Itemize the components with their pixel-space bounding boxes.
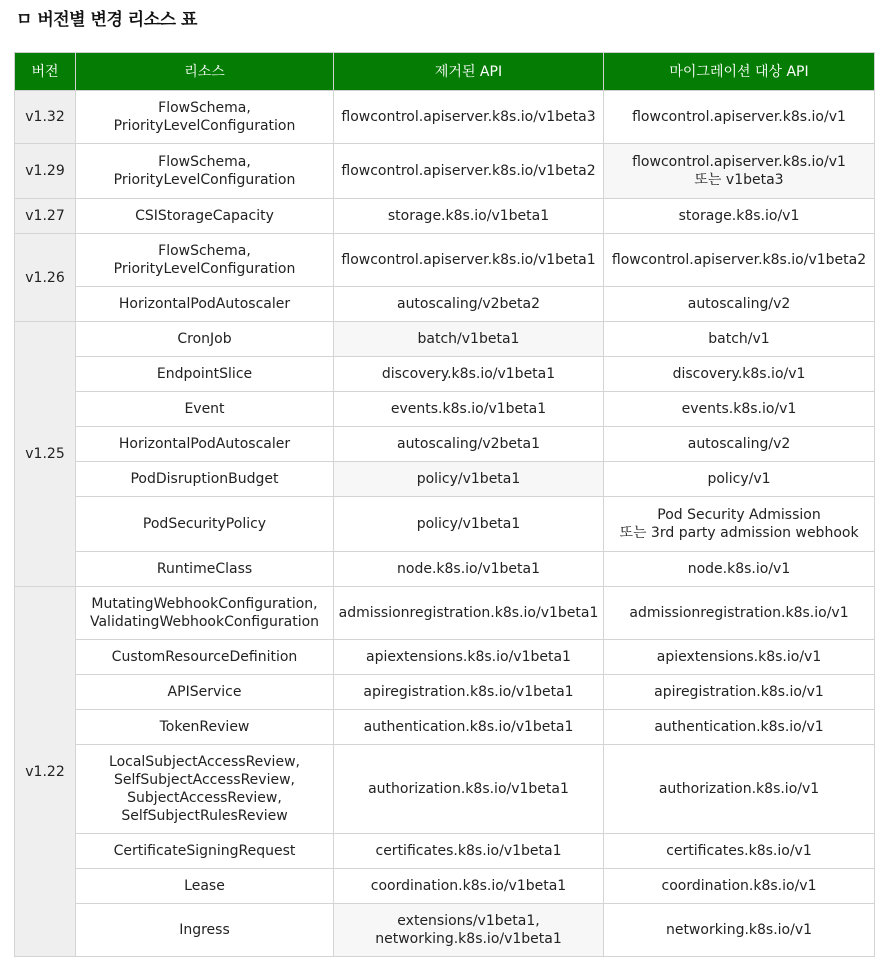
table-row [15, 640, 875, 675]
api-migration-table [14, 52, 875, 957]
removed-api-cell [334, 710, 604, 745]
cell-text-line: 또는 3rd party admission webhook [619, 525, 859, 541]
cell-text-line: admissionregistration.k8s.io/v1beta1 [338, 605, 599, 621]
cell-text-line: SubjectAccessReview, [127, 790, 282, 806]
cell-text-line: HorizontalPodAutoscaler [118, 296, 291, 312]
table-row [15, 322, 875, 357]
removed-api-cell [334, 91, 604, 144]
cell-text-line: storage.k8s.io/v1beta1 [387, 208, 550, 224]
removed-api-cell [334, 144, 604, 199]
target-api-cell [604, 322, 875, 357]
cell-text-line: apiregistration.k8s.io/v1 [654, 684, 824, 700]
cell-text-line: authorization.k8s.io/v1 [658, 781, 820, 797]
cell-text-line: TokenReview [159, 719, 250, 735]
cell-text-line: policy/v1beta1 [416, 516, 521, 532]
table-row [15, 392, 875, 427]
table-row [15, 234, 875, 287]
removed-api-cell [334, 640, 604, 675]
cell-text-line: flowcontrol.apiserver.k8s.io/v1beta3 [341, 109, 596, 125]
cell-text-line: authentication.k8s.io/v1beta1 [363, 719, 574, 735]
cell-text-line: networking.k8s.io/v1beta1 [375, 931, 562, 947]
cell-text-line: certificates.k8s.io/v1 [666, 843, 812, 859]
removed-api-cell [334, 427, 604, 462]
cell-text-line: batch/v1 [708, 331, 770, 347]
removed-api-cell [334, 199, 604, 234]
resource-cell [76, 91, 334, 144]
cell-text-line: flowcontrol.apiserver.k8s.io/v1beta2 [341, 163, 596, 179]
resource-cell [76, 144, 334, 199]
cell-text-line: flowcontrol.apiserver.k8s.io/v1beta1 [341, 252, 596, 268]
target-api-cell [604, 710, 875, 745]
target-api-cell [604, 392, 875, 427]
cell-text-line: apiregistration.k8s.io/v1beta1 [363, 684, 574, 700]
cell-text-line: discovery.k8s.io/v1beta1 [381, 366, 556, 382]
table-row [15, 497, 875, 552]
resource-cell [76, 640, 334, 675]
cell-text-line: 또는 v1beta3 [694, 172, 784, 188]
cell-text-line: PodSecurityPolicy [142, 516, 267, 532]
cell-text-line: PriorityLevelConfiguration [113, 172, 296, 188]
target-api-cell [604, 675, 875, 710]
table-header-row [15, 53, 875, 91]
target-api-cell [604, 199, 875, 234]
table-row [15, 869, 875, 904]
target-api-cell [604, 587, 875, 640]
cell-text-line: node.k8s.io/v1 [687, 561, 791, 577]
table-row [15, 904, 875, 957]
version-cell: v1.25 [15, 322, 76, 587]
table-row [15, 144, 875, 199]
cell-text-line: events.k8s.io/v1 [681, 401, 797, 417]
target-api-cell [604, 462, 875, 497]
removed-api-cell [334, 869, 604, 904]
cell-text-line: autoscaling/v2beta2 [396, 296, 540, 312]
removed-api-cell [334, 745, 604, 834]
table-row [15, 427, 875, 462]
target-api-cell [604, 497, 875, 552]
version-cell: v1.29 [15, 144, 76, 199]
header-removed-api: 제거된 API [334, 53, 604, 91]
cell-text-line: extensions/v1beta1, [397, 913, 540, 929]
version-cell: v1.27 [15, 199, 76, 234]
table-row [15, 199, 875, 234]
cell-text-line: node.k8s.io/v1beta1 [397, 561, 540, 577]
resource-cell [76, 497, 334, 552]
cell-text-line: policy/v1beta1 [416, 471, 521, 487]
resource-cell [76, 869, 334, 904]
cell-text-line: PodDisruptionBudget [130, 471, 279, 487]
cell-text-line: coordination.k8s.io/v1beta1 [370, 878, 567, 894]
target-api-cell [604, 427, 875, 462]
target-api-cell [604, 234, 875, 287]
resource-cell [76, 587, 334, 640]
cell-text-line: discovery.k8s.io/v1 [672, 366, 806, 382]
cell-text-line: Lease [184, 878, 225, 894]
removed-api-cell [334, 287, 604, 322]
resource-cell [76, 745, 334, 834]
removed-api-cell [334, 462, 604, 497]
removed-api-cell [334, 392, 604, 427]
cell-text-line: Ingress [179, 922, 230, 938]
cell-text-line: autoscaling/v2 [687, 296, 791, 312]
resource-cell [76, 357, 334, 392]
resource-cell [76, 322, 334, 357]
table-row [15, 710, 875, 745]
cell-text-line: flowcontrol.apiserver.k8s.io/v1 [632, 154, 846, 170]
resource-cell [76, 199, 334, 234]
cell-text-line: EndpointSlice [156, 366, 253, 382]
cell-text-line: LocalSubjectAccessReview, [109, 754, 300, 770]
cell-text-line: FlowSchema, [158, 100, 251, 116]
cell-text-line: APIService [167, 684, 242, 700]
cell-text-line: networking.k8s.io/v1 [665, 922, 813, 938]
version-cell: v1.22 [15, 587, 76, 957]
cell-text-line: admissionregistration.k8s.io/v1 [629, 605, 849, 621]
target-api-cell [604, 357, 875, 392]
table-row [15, 287, 875, 322]
table-row [15, 587, 875, 640]
cell-text-line: MutatingWebhookConfiguration, [91, 596, 318, 612]
resource-cell [76, 392, 334, 427]
removed-api-cell [334, 904, 604, 957]
target-api-cell [604, 640, 875, 675]
cell-text-line: Pod Security Admission [657, 507, 821, 523]
resource-cell [76, 834, 334, 869]
table-body [15, 91, 875, 957]
page-title: ㅁ 버전별 변경 리소스 표 [16, 10, 197, 30]
target-api-cell [604, 904, 875, 957]
cell-text-line: FlowSchema, [158, 154, 251, 170]
cell-text-line: policy/v1 [707, 471, 771, 487]
version-cell: v1.32 [15, 91, 76, 144]
removed-api-cell [334, 357, 604, 392]
cell-text-line: apiextensions.k8s.io/v1beta1 [366, 649, 571, 665]
table-row [15, 745, 875, 834]
resource-cell [76, 427, 334, 462]
header-resource: 리소스 [76, 53, 334, 91]
resource-cell [76, 462, 334, 497]
cell-text-line: authentication.k8s.io/v1 [654, 719, 824, 735]
cell-text-line: FlowSchema, [158, 243, 251, 259]
target-api-cell [604, 745, 875, 834]
table-row [15, 834, 875, 869]
table-row [15, 357, 875, 392]
removed-api-cell [334, 497, 604, 552]
table-row [15, 675, 875, 710]
header-target-api: 마이그레이션 대상 API [604, 53, 875, 91]
table-row [15, 552, 875, 587]
header-version: 버전 [15, 53, 76, 91]
removed-api-cell [334, 587, 604, 640]
cell-text-line: PriorityLevelConfiguration [113, 261, 296, 277]
cell-text-line: autoscaling/v2beta1 [396, 436, 540, 452]
cell-text-line: CSIStorageCapacity [135, 208, 274, 224]
removed-api-cell [334, 675, 604, 710]
cell-text-line: coordination.k8s.io/v1 [661, 878, 817, 894]
cell-text-line: autoscaling/v2 [687, 436, 791, 452]
removed-api-cell [334, 322, 604, 357]
target-api-cell [604, 552, 875, 587]
target-api-cell [604, 869, 875, 904]
cell-text-line: batch/v1beta1 [417, 331, 520, 347]
resource-cell [76, 675, 334, 710]
cell-text-line: flowcontrol.apiserver.k8s.io/v1 [632, 109, 846, 125]
cell-text-line: CustomResourceDefinition [111, 649, 298, 665]
cell-text-line: storage.k8s.io/v1 [678, 208, 800, 224]
cell-text-line: PriorityLevelConfiguration [113, 118, 296, 134]
cell-text-line: SelfSubjectRulesReview [121, 808, 288, 824]
version-cell: v1.26 [15, 234, 76, 322]
cell-text-line: ValidatingWebhookConfiguration [89, 614, 320, 630]
removed-api-cell [334, 552, 604, 587]
cell-text-line: flowcontrol.apiserver.k8s.io/v1beta2 [611, 252, 867, 268]
target-api-cell [604, 91, 875, 144]
resource-cell [76, 234, 334, 287]
cell-text-line: authorization.k8s.io/v1beta1 [368, 781, 569, 797]
resource-cell [76, 710, 334, 745]
cell-text-line: HorizontalPodAutoscaler [118, 436, 291, 452]
resource-cell [76, 552, 334, 587]
resource-cell [76, 287, 334, 322]
table-row [15, 462, 875, 497]
target-api-cell [604, 287, 875, 322]
cell-text-line: apiextensions.k8s.io/v1 [656, 649, 822, 665]
target-api-cell [604, 144, 875, 199]
cell-text-line: Event [184, 401, 225, 417]
removed-api-cell [334, 834, 604, 869]
table-row [15, 91, 875, 144]
removed-api-cell [334, 234, 604, 287]
cell-text-line: events.k8s.io/v1beta1 [390, 401, 547, 417]
resource-cell [76, 904, 334, 957]
cell-text-line: SelfSubjectAccessReview, [114, 772, 295, 788]
cell-text-line: RuntimeClass [156, 561, 253, 577]
target-api-cell [604, 834, 875, 869]
cell-text-line: certificates.k8s.io/v1beta1 [375, 843, 562, 859]
cell-text-line: CronJob [177, 331, 232, 347]
cell-text-line: CertificateSigningRequest [113, 843, 296, 859]
